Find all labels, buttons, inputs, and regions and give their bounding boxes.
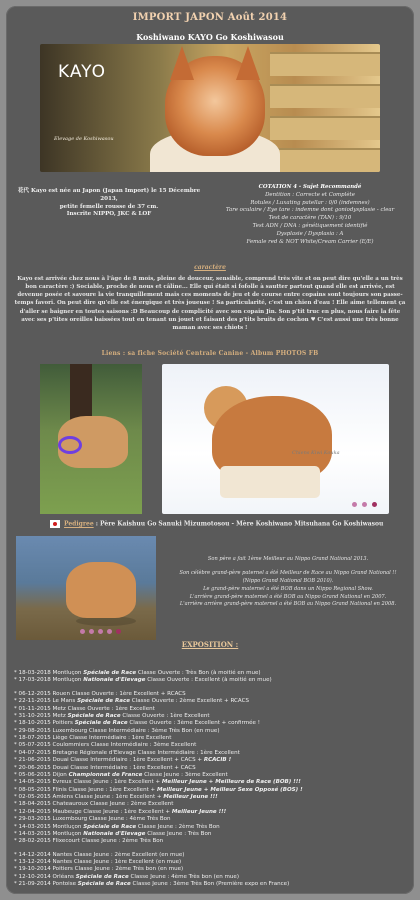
intro-left-line: Inscrite NIPPO, JKC & LOF xyxy=(66,211,152,218)
result-text: * 05-06-2015 Dijon xyxy=(14,771,69,778)
result-text: * 18-07-2015 Liège Classe Intermédiaire : 1ère Excellent xyxy=(14,735,172,741)
result-text: * 14-03-2015 Montluçon xyxy=(14,823,84,830)
cotation-heading: COTATION 4 - Sujet Recommandé xyxy=(258,184,362,190)
intro-left-line: petite femelle rousse de 37 cm. xyxy=(59,203,159,210)
result-row xyxy=(14,838,406,845)
result-highlight: Spéciale de Race xyxy=(83,670,137,676)
result-highlight: Spéciale de Race xyxy=(74,720,128,727)
result-text: Classe Ouverte : 3ème Excellent + confirmée ! xyxy=(127,720,260,727)
dog-photo-bottom xyxy=(16,536,156,640)
dog-photo-left xyxy=(40,364,142,514)
result-text: Classe Jeune : 3ème Excellent xyxy=(142,771,228,778)
pedigree-label[interactable]: Pedigree xyxy=(64,520,94,528)
carousel-dots[interactable] xyxy=(352,502,392,508)
result-highlight: Meilleur Jeune + Meilleure de Race (BOB) !!! xyxy=(161,779,301,786)
result-text: * 05-07-2015 Coulommiers Classe Intermédiaire : 3ème Excellent xyxy=(14,742,197,749)
character-text: Kayo est arrivée chez nous à l'âge de 8 mois, pleine de douceur, sensible, comprend très vite et on peut dire qu'elle a un très bon caractère :) Sociable, proche de nous et câline... Elle qui était si fofolle à sautter partout quand elle est arrivée, est devenue posée et savoure la vie tranquillement mais ces moments de jeu et de course entre copains sont toujours son passe-temps favori. On peut dire qu'elle est énergique et très joueuse ! Sa particularité, c'est un chien d'eau ! Elle aime tellement ça d'aller se baigner en toutes saisons :D Beaucoup de complicité avec son copain Jin. Son p'tit truc en plus, nous faire la fête avec ses p'tites oreilles baissées tout en tenant un jouet et faisant des p'tits bruits de cochon ♥ C'est aussi une très bonne maman avec ses chiots ! xyxy=(14,276,406,331)
result-text: * 01-11-2015 Metz Classe Ouverte : 1ère Excellent xyxy=(14,705,155,712)
photo-tree xyxy=(70,364,92,424)
exposition-title: EXPOSITION : xyxy=(181,640,239,649)
result-text: * 17-03-2018 Montluçon xyxy=(14,677,84,684)
awards-block xyxy=(166,556,410,609)
result-row xyxy=(14,852,406,859)
photo-caption: Chiens Kiwi Kouka xyxy=(292,450,340,456)
banner-plank xyxy=(270,116,380,140)
pedigree-text: : Père Kaishuu Go Sanuki Mizumotosou - Mère Koshiwano Mitsuhana Go Koshiwasou xyxy=(93,520,384,528)
result-text: * 12-04-2015 Maubeuge Classe Jeune : 1ère Excellent + xyxy=(14,808,172,815)
result-text: * 29-08-2015 Luxembourg Classe Intermédiaire : 3ème Très Bon (en mue) xyxy=(14,727,220,734)
result-text: * 12-10-2014 Orléans xyxy=(14,873,76,880)
result-text: Classe Jeune : Très Bon xyxy=(145,830,212,837)
result-text: * 31-10-2015 Metz xyxy=(14,712,68,719)
result-text: * 14-12-2014 Nantes Classe Jeune : 2ème Excellent (en mue) xyxy=(14,851,185,858)
award-line: Le grand-père maternel a été BOB dans un Nippo Regional Show. xyxy=(203,585,373,592)
cotation-item: Dysplasie / Dysplasia : A xyxy=(276,230,344,237)
result-text: Classe Ouverte : Très Bon (à moitié en mue) xyxy=(136,670,261,676)
result-text: * 14-03-2015 Montluçon xyxy=(14,830,84,837)
result-text: * 02-05-2015 Amiens Classe Jeune : 1ère Excellent + xyxy=(14,794,164,800)
result-text: * 21-09-2014 Pontoise xyxy=(14,881,78,888)
carousel-dots[interactable] xyxy=(80,629,140,635)
result-highlight: Nationale d'Elevage xyxy=(83,830,146,837)
dog-photo-snow xyxy=(162,364,389,514)
page-title: IMPORT JAPON Août 2014 xyxy=(132,12,288,23)
carousel-dot[interactable] xyxy=(372,502,377,507)
award-line: L'arrière arrière grand-père maternel a été BOB au Nippo Grand National en 2008. xyxy=(179,601,397,608)
carousel-dot[interactable] xyxy=(116,629,121,634)
banner-signature: Elevage de Koshiwasou xyxy=(54,136,114,142)
result-row xyxy=(14,720,406,727)
intro-left-line: 花代 Kayo est née au Japon (Japan Import) le 15 Décembre 2013, xyxy=(17,188,201,202)
result-text: * 22-11-2015 Le Mans xyxy=(14,698,78,705)
result-text: * 19-10-2014 Poitiers Classe Jeune : 2ème Très bon (en mue) xyxy=(14,866,184,873)
carousel-dot[interactable] xyxy=(107,629,112,634)
result-row xyxy=(14,881,406,888)
result-text: * 18-03-2018 Montluçon xyxy=(14,670,84,676)
banner-photo xyxy=(40,44,380,172)
result-text: Classe Ouverte : 1ère Excellent xyxy=(120,712,210,719)
result-text: Classe Jeune : 3ème Très Bon (Première expo en France) xyxy=(130,881,290,888)
toy-ring xyxy=(58,436,82,454)
result-text: * 08-05-2015 Flinis Classe Jeune : 1ère Excellent + xyxy=(14,786,157,793)
cotation-block xyxy=(212,184,408,247)
banner-plank xyxy=(270,84,380,108)
result-row xyxy=(14,824,406,831)
carousel-dot[interactable] xyxy=(80,629,85,634)
carousel-dot[interactable] xyxy=(362,502,367,507)
result-text: * 18-04-2015 Chateauroux Classe Jeune : 2ème Excellent xyxy=(14,801,174,808)
banner-plank xyxy=(270,148,380,172)
cotation-item: Rotules / Luxating patellar : 0/0 (indemnes) xyxy=(250,199,370,206)
award-line: Son célèbre grand-père paternel a été Meilleur de Race au Nippo Grand National !! xyxy=(179,569,397,576)
result-highlight: Meilleur Jeune !!! xyxy=(171,808,227,815)
cotation-item: Test ADN / DNA : génétiquement identifié xyxy=(252,223,368,230)
result-highlight: Championnat de France xyxy=(68,771,143,778)
result-row xyxy=(14,728,406,735)
result-highlight: Nationale d'Elevage xyxy=(83,677,146,684)
result-row xyxy=(14,757,406,764)
carousel-dot[interactable] xyxy=(89,629,94,634)
results-list xyxy=(14,670,406,889)
cotation-item: Tare oculaire / Eye tare : indemne dont goniodysplasie - clear xyxy=(225,207,395,214)
result-row xyxy=(14,742,406,749)
result-text: Classe Jeune : 4ème Très bon (en mue) xyxy=(128,873,239,880)
result-row xyxy=(14,677,406,684)
result-text: * 29-03-2015 Luxembourg Classe Jeune : 4ème Très Bon xyxy=(14,816,171,823)
result-highlight: Spéciale de Race xyxy=(77,698,131,705)
result-highlight: RCACIB ! xyxy=(203,757,232,764)
result-highlight: Spéciale de Race xyxy=(83,823,137,830)
intro-left xyxy=(14,188,204,219)
result-highlight: Spéciale de Race xyxy=(77,881,131,888)
banner-plank xyxy=(270,52,380,76)
cotation-item: Dentition : Correcte et Complète xyxy=(265,191,355,198)
carousel-dot[interactable] xyxy=(352,502,357,507)
result-highlight: Spéciale de Race xyxy=(75,873,129,880)
result-text: Classe Jeune : 2ème Très Bon xyxy=(136,823,220,830)
result-row xyxy=(14,787,406,794)
result-row xyxy=(14,779,406,786)
cotation-item: Test de caractère (TAN) : 9/10 xyxy=(268,215,352,222)
result-text: Classe Ouverte : Excellent (à moitié en mue) xyxy=(145,677,272,684)
result-text: * 14-05-2015 Evreux Classe Jeune : 1ère Excellent + xyxy=(14,779,162,786)
award-line: L'arrière grand-père maternel a été BOB au Nippo Grand National en 2007. xyxy=(189,593,387,600)
links-line[interactable]: Liens : sa fiche Société Centrale Canine - Album PHOTOS FB xyxy=(101,350,319,357)
result-text: * 18-10-2015 Poitiers xyxy=(14,720,75,727)
dog-legs xyxy=(220,466,320,498)
pedigree-line xyxy=(50,520,383,528)
japan-flag-icon xyxy=(50,520,60,528)
result-row xyxy=(14,706,406,713)
result-row xyxy=(14,801,406,808)
cotation-item: Female red & NOT White/Cream Carrier (E/E) xyxy=(246,238,374,245)
result-row xyxy=(14,866,406,873)
result-text: * 20-06-2015 Douai Classe Intermédiaire : 1ère Excellent + CACS xyxy=(14,764,196,771)
award-line: (Nippo Grand National BOB 2010). xyxy=(242,577,334,584)
result-highlight: Meilleur Jeune + Meilleur Sexe Opposé (BOS) ! xyxy=(156,786,303,793)
banner-name-overlay: KAYO xyxy=(58,62,106,82)
dog-name-title: Koshiwano KAYO Go Koshiwasou xyxy=(136,32,284,42)
dog-figure xyxy=(66,562,136,618)
result-text: Classe Ouverte : 2ème Excellent + RCACS xyxy=(130,698,249,705)
result-text: * 04-07-2015 Bretagne Régionale d'Elevage Classe Intermédiaire : 1ère Excellent xyxy=(14,749,240,756)
result-text: * 28-02-2015 Flixecourt Classe Jeune : 2ème Très Bon xyxy=(14,838,164,845)
result-text: * 13-12-2014 Nantes Classe Jeune : 1ère Excellent (en mue) xyxy=(14,859,182,865)
result-row xyxy=(14,765,406,772)
result-row xyxy=(14,698,406,705)
carousel-dot[interactable] xyxy=(98,629,103,634)
award-line: Son père a fait 1ème Meilleur au Nippo Grand National 2013. xyxy=(207,556,369,562)
result-text: * 06-12-2015 Rouen Classe Ouverte : 1ère Excellent + RCACS xyxy=(14,690,186,697)
character-label: caractère xyxy=(194,264,226,271)
result-row xyxy=(14,816,406,823)
result-highlight: Spéciale de Race xyxy=(67,712,121,719)
result-text: * 21-06-2015 Douai Classe Intermédiaire : 1ère Excellent + CACS + xyxy=(14,757,204,764)
result-highlight: Meilleur Jeune !!! xyxy=(163,794,218,800)
